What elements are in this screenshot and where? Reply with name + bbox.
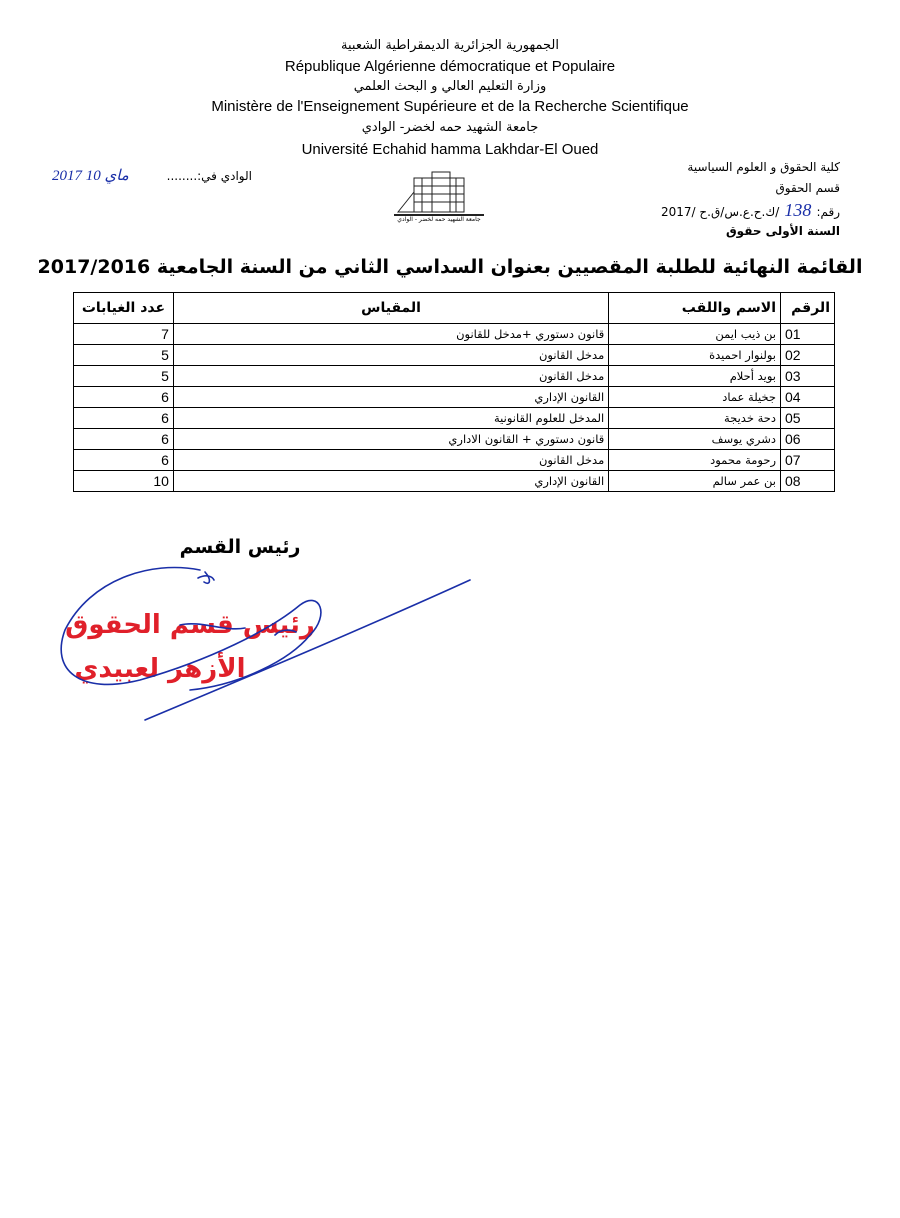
row-name: بن ذيب ايمن [609,324,781,345]
university-fr: Université Echahid hamma Lakhdar-El Oued [301,141,599,158]
row-module: القانون الإداري [173,387,608,408]
table-row [74,450,835,471]
republic-ar: الجمهورية الجزائرية الديمقراطية الشعبية [341,38,559,53]
row-module: مدخل القانون [173,366,608,387]
university-ar: جامعة الشهيد حمه لخضر- الوادي [361,120,539,135]
faculty-name: كلية الحقوق و العلوم السياسية [687,160,840,174]
handwritten-signature [0,520,520,730]
excluded-students-table [73,292,835,492]
header-name: الاسم واللقب [609,293,781,324]
row-absences: 5 [74,366,174,387]
row-name: جخيلة عماد [609,387,781,408]
row-name: بولنوار احميدة [609,345,781,366]
row-module: قانون دستوري +مدخل للقانون [173,324,608,345]
row-number: 01 [781,324,835,345]
table-row [74,429,835,450]
header-absences: عدد الغيابات [74,293,174,324]
row-module: مدخل القانون [173,345,608,366]
reference-suffix: /ك.ح.ع.س/ق.ح /2017 [661,205,780,219]
row-name: دشري يوسف [609,429,781,450]
reference-prefix: رقم: [816,205,840,219]
signature-title: رئيس القسم [179,536,301,558]
row-absences: 6 [74,408,174,429]
row-module: قانون دستوري + القانون الاداري [173,429,608,450]
row-absences: 5 [74,345,174,366]
row-number: 02 [781,345,835,366]
university-logo [384,168,494,230]
row-number: 03 [781,366,835,387]
table-row [74,345,835,366]
row-absences: 7 [74,324,174,345]
row-number: 07 [781,450,835,471]
reference-line [580,200,840,222]
table-row [74,324,835,345]
table-row [74,408,835,429]
table-row [74,387,835,408]
row-absences: 10 [74,471,174,492]
row-number: 05 [781,408,835,429]
row-number: 04 [781,387,835,408]
row-number: 06 [781,429,835,450]
table-row [74,471,835,492]
row-name: بويد أحلام [609,366,781,387]
date-value: 2017 ماي 10 [52,168,129,184]
date-line [52,166,252,188]
stamp-line-1: رئيس قسم الحقوق [65,610,315,640]
study-level: السنة الأولى حقوق [725,224,840,238]
ministry-fr: Ministère de l'Enseignement Supérieure et de la Recherche Scientifique [211,98,689,115]
row-absences: 6 [74,450,174,471]
date-label: الوادي في:........ [166,169,252,183]
republic-fr: République Algérienne démocratique et Populaire [284,58,616,75]
ministry-ar: وزارة التعليم العالي و البحث العلمي [353,79,547,94]
table-header-row [74,293,835,324]
department-name: قسم الحقوق [775,181,840,195]
row-name: بن عمر سالم [609,471,781,492]
row-module: مدخل القانون [173,450,608,471]
row-absences: 6 [74,429,174,450]
reference-number: 138 [784,200,812,220]
header-module: المقياس [173,293,608,324]
row-name: دحة خديجة [609,408,781,429]
row-name: رحومة محمود [609,450,781,471]
row-absences: 6 [74,387,174,408]
row-number: 08 [781,471,835,492]
row-module: المدخل للعلوم القانونية [173,408,608,429]
stamp-line-2: الأزهر لعبيدي [74,654,246,684]
table-row [74,366,835,387]
row-module: القانون الإداري [173,471,608,492]
header-number: الرقم [781,293,835,324]
logo-caption: جامعة الشهيد حمه لخضر - الوادي [397,216,481,223]
document-title: القائمة النهائية للطلبة المقصيين بعنوان السداسي الثاني من السنة الجامعية 2017/2016 [37,256,863,278]
